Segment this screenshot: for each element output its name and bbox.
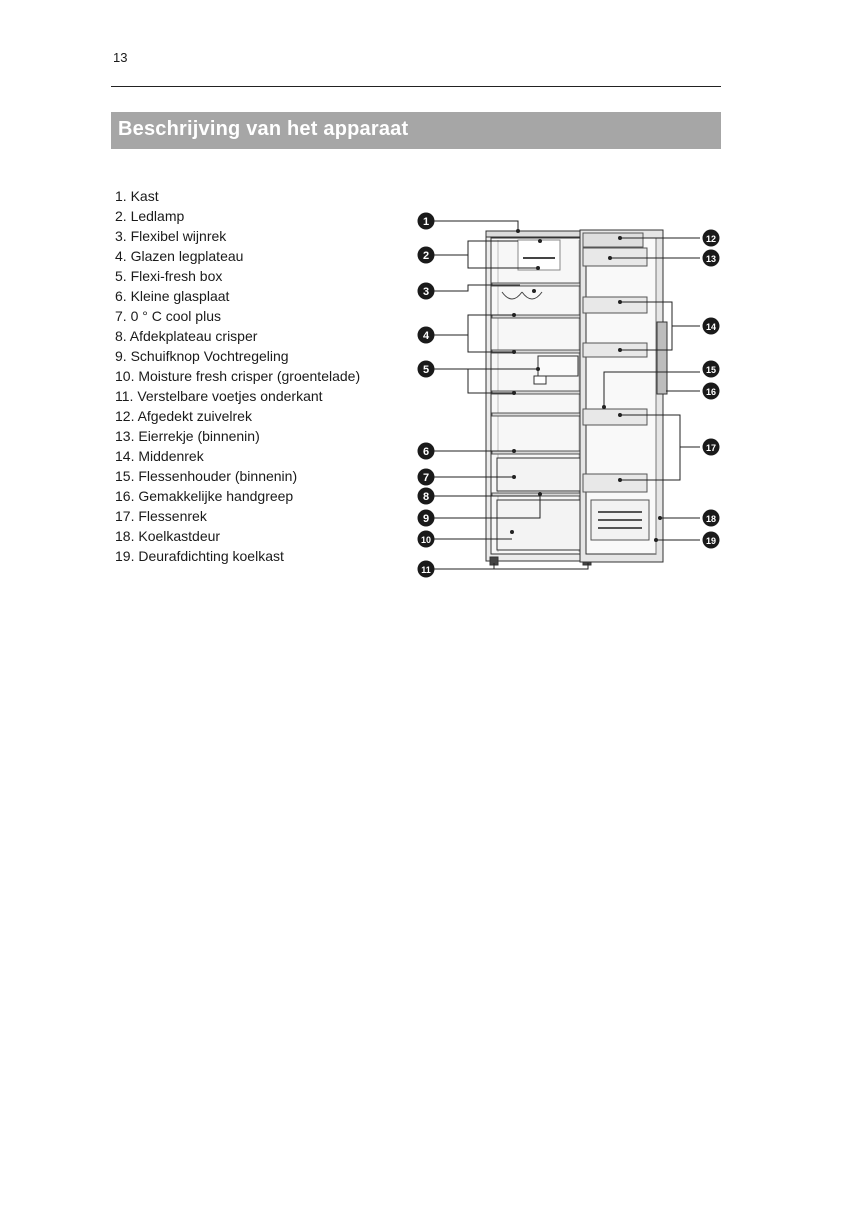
- svg-text:19: 19: [705, 536, 717, 546]
- flexi-fresh-box: [538, 356, 578, 376]
- svg-text:10: 10: [420, 535, 432, 545]
- list-item: 1. Kast: [115, 188, 159, 204]
- list-item: 4. Glazen legplateau: [115, 248, 244, 264]
- section-title: Beschrijving van het apparaat: [118, 118, 409, 140]
- section-title-bar: [111, 112, 721, 149]
- svg-text:18: 18: [705, 514, 717, 524]
- list-item: 10. Moisture fresh crisper (groentelade): [115, 368, 361, 384]
- callout-9: [418, 510, 435, 527]
- svg-text:15: 15: [705, 365, 717, 375]
- list-item: 5. Flexi-fresh box: [115, 268, 223, 284]
- callout-11: [418, 561, 435, 578]
- svg-text:2: 2: [422, 250, 430, 262]
- callout-5: [418, 361, 435, 378]
- header-rule: [111, 86, 721, 87]
- callout-14: [703, 318, 720, 335]
- list-item: 13. Eierrekje (binnenin): [115, 428, 260, 444]
- handle: [657, 322, 667, 394]
- callout-13: [703, 250, 720, 267]
- svg-text:14: 14: [705, 322, 717, 332]
- fridge-diagram: [412, 205, 732, 590]
- list-item: 11. Verstelbare voetjes onderkant: [115, 388, 323, 404]
- list-item: 3. Flexibel wijnrek: [115, 228, 227, 244]
- list-item: 15. Flessenhouder (binnenin): [115, 468, 298, 484]
- list-item: 17. Flessenrek: [115, 508, 207, 524]
- svg-text:3: 3: [422, 286, 430, 298]
- svg-text:6: 6: [422, 446, 430, 458]
- svg-text:7: 7: [422, 472, 430, 484]
- callout-19: [703, 532, 720, 549]
- svg-text:4: 4: [422, 330, 430, 342]
- callout-16: [703, 383, 720, 400]
- callout-17: [703, 439, 720, 456]
- list-item: 2. Ledlamp: [115, 208, 185, 224]
- led-lamp: [518, 240, 560, 270]
- svg-text:8: 8: [422, 491, 430, 503]
- callout-8: [418, 488, 435, 505]
- list-item: 8. Afdekplateau crisper: [115, 328, 258, 344]
- svg-text:12: 12: [705, 234, 717, 244]
- list-item: 7. 0 ° C cool plus: [115, 308, 221, 324]
- callout-4: [418, 327, 435, 344]
- callout-12: [703, 230, 720, 247]
- callout-1: [418, 213, 435, 230]
- list-item: 19. Deurafdichting koelkast: [115, 548, 284, 564]
- parts-list: [115, 186, 360, 566]
- svg-text:16: 16: [705, 387, 717, 397]
- svg-text:5: 5: [422, 364, 430, 376]
- callout-7: [418, 469, 435, 486]
- svg-text:9: 9: [422, 513, 430, 525]
- callout-3: [418, 283, 435, 300]
- svg-text:17: 17: [705, 443, 717, 453]
- callout-10: [418, 531, 435, 548]
- callout-15: [703, 361, 720, 378]
- list-item: 9. Schuifknop Vochtregeling: [115, 348, 289, 364]
- cool-plus-drawer: [497, 458, 582, 491]
- callout-18: [703, 510, 720, 527]
- svg-text:11: 11: [421, 565, 431, 575]
- callout-2: [418, 247, 435, 264]
- list-item: 18. Koelkastdeur: [115, 528, 221, 544]
- page-number: 13: [113, 50, 128, 65]
- list-item: 16. Gemakkelijke handgreep: [115, 488, 294, 504]
- callout-6: [418, 443, 435, 460]
- list-item: 12. Afgedekt zuivelrek: [115, 408, 252, 424]
- list-item: 14. Middenrek: [115, 448, 204, 464]
- svg-text:13: 13: [705, 254, 717, 264]
- list-item: 6. Kleine glasplaat: [115, 288, 230, 304]
- svg-text:1: 1: [422, 216, 430, 228]
